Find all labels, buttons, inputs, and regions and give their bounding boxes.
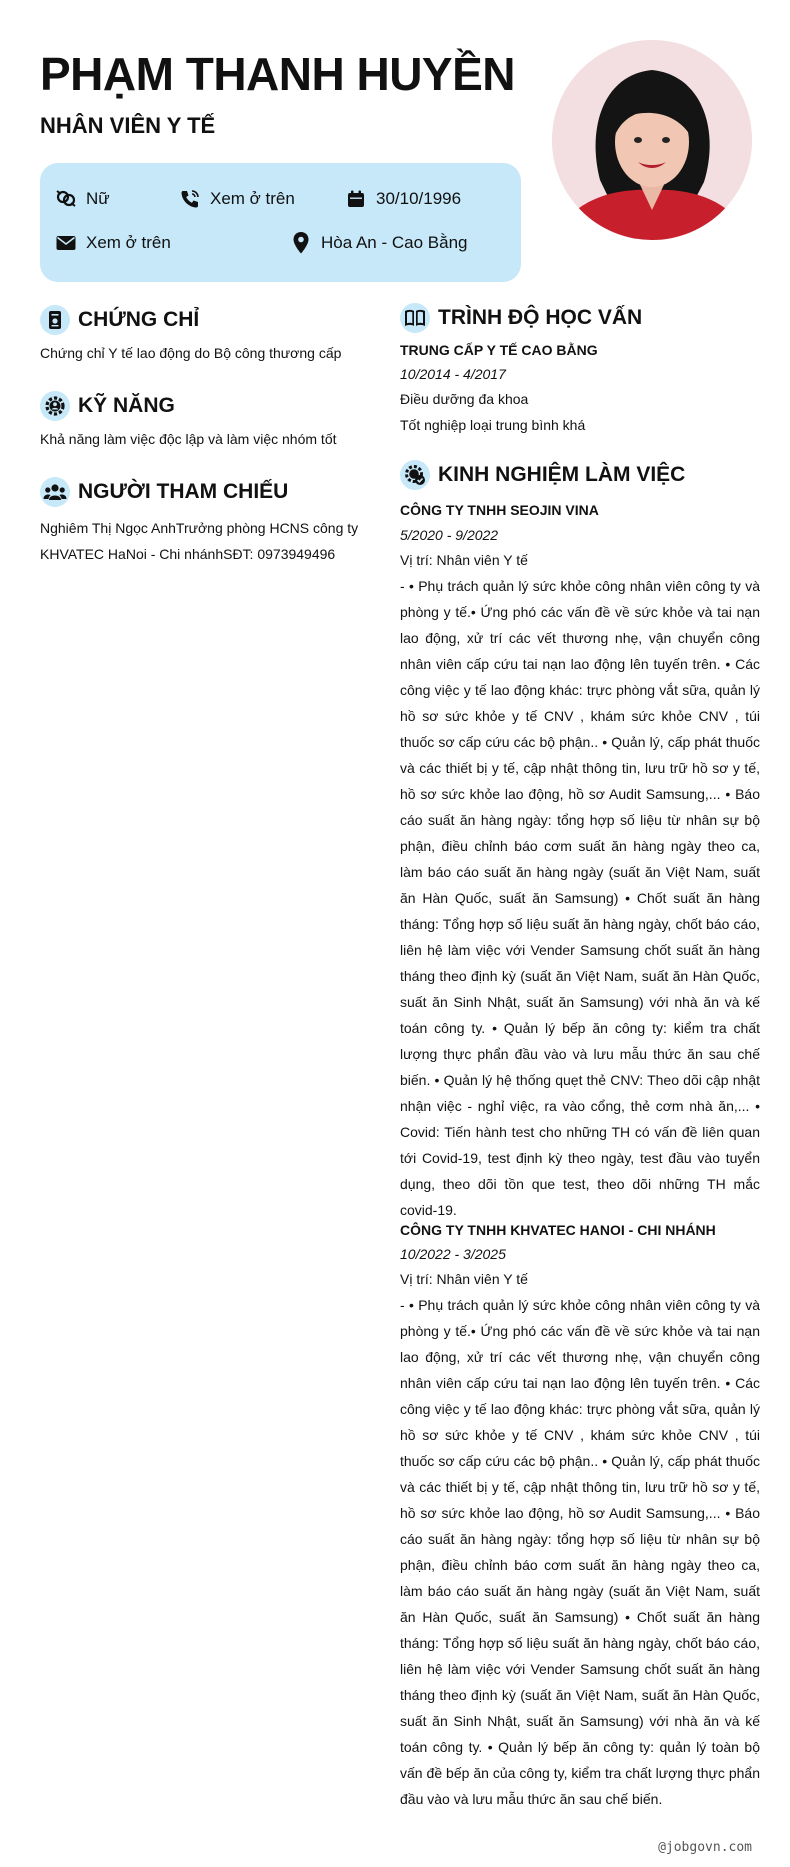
section-references-title — [40, 477, 288, 507]
section-skills-title — [40, 391, 175, 421]
phone-info — [178, 188, 295, 210]
gear-check-icon — [400, 460, 430, 490]
section-certificates-title — [40, 305, 199, 335]
book-icon — [400, 303, 430, 333]
address-value: Hòa An - Cao Bằng — [321, 233, 468, 252]
portrait-image — [552, 40, 752, 240]
education-school: TRUNG CẤP Y TẾ CAO BẰNG — [400, 342, 598, 358]
certificate-text: Chứng chỉ Y tế lao động do Bộ công thương cấp — [40, 345, 342, 361]
job-1-position: Vị trí: Nhân viên Y tế — [400, 552, 528, 568]
gear-user-icon — [40, 391, 70, 421]
job-1-description: - • Phụ trách quản lý sức khỏe công nhân viên công ty và phòng y tế.• Ứng phó các vấn đề về sức khỏe và tai nạn lao động, xử trí các vết thương nhẹ, vận chuyển công nhân viên cấp cứu tai nạn lao động lên tuyến trên. • Các công việc y tế lao động khác: trực phòng vắt sữa, quản lý hồ sơ sức khỏe y tế CNV , khám sức khỏe CNV , túi thuốc sơ cấp cứu các bộ phận.. • Quản lý, cấp phát thuốc và các thiết bị y tế, cập nhật thông tin, lưu trữ hồ sơ y tế, hồ sơ sức khỏe lao động, hồ sơ Audit Samsung,... • Báo cáo suất ăn hàng ngày: tổng hợp số liệu từ nhân sự bộ phận, điều chỉnh báo cơm suất ăn hàng ngày theo ca, làm báo cáo suất ăn hàng ngày (suất ăn Việt Nam, suất ăn Hàn Quốc, suất ăn Samsung) • Chốt suất ăn hàng tháng: Tổng hợp số liệu suất ăn hàng ngày, chốt báo cáo, liên hệ làm việc với Vender Samsung chốt suất ăn hàng tháng theo định kỳ (suất ăn Việt Nam, suất ăn Hàn Quốc, suất ăn Sinh Nhật, suất ăn Samsung) với nhà ăn và kế toán công ty. • Quản lý bếp ăn công ty: kiểm tra chất lượng thực phẩn đầu vào và lưu mẫu thức ăn sau chế biến. • Quản lý hệ thống quẹt thẻ CNV: Theo dõi cập nhật nhận việc - nghỉ việc, ra vào cổng, thẻ cơm nhà ăn,... • Covid: Tiến hành test cho những TH có vấn đề liên quan tới Covid-19, test định kỳ theo ngày, test đầu vào tuyển dụng, theo dõi tồn que test, theo dõi những TH mắc covid-19. — [400, 578, 760, 1218]
job-2-position: Vị trí: Nhân viên Y tế — [400, 1271, 528, 1287]
section-experience-label: KINH NGHIỆM LÀM VIỆC — [438, 463, 686, 486]
education-result: Tốt nghiệp loại trung bình khá — [400, 417, 586, 433]
gender-icon — [54, 188, 78, 210]
job-2-period: 10/2022 - 3/2025 — [400, 1246, 506, 1262]
envelope-icon — [54, 232, 78, 254]
job-2-description: - • Phụ trách quản lý sức khỏe công nhân viên công ty và phòng y tế.• Ứng phó các vấn đề về sức khỏe và tai nạn lao động, xử trí các vết thương nhẹ, vận chuyển công nhân viên cấp cứu tai nạn lao động lên tuyến trên. • Các công việc y tế lao động khác: trực phòng vắt sữa, quản lý hồ sơ sức khỏe y tế CNV , khám sức khỏe CNV , túi thuốc sơ cấp cứu các bộ phận.. • Quản lý, cấp phát thuốc và các thiết bị y tế, cập nhật thông tin, lưu trữ hồ sơ y tế, hồ sơ sức khỏe lao động, hồ sơ Audit Samsung,... • Báo cáo suất ăn hàng ngày: tổng hợp số liệu từ nhân sự bộ phận, điều chỉnh báo cơm suất ăn hàng ngày theo ca, làm báo cáo suất ăn hàng ngày (suất ăn Việt Nam, suất ăn Hàn Quốc, suất ăn Samsung) • Chốt suất ăn hàng tháng: Tổng hợp số liệu suất ăn hàng ngày, chốt báo cáo, liên hệ làm việc với Vender Samsung chốt suất ăn hàng tháng theo định kỳ (suất ăn Việt Nam, suất ăn Hàn Quốc, suất ăn Sinh Nhật, suất ăn Samsung) với nhà ăn và kế toán công ty. • Quản lý bếp ăn công ty: quản lý toàn bộ vấn đề bếp ăn của công ty, kiểm tra chất lượng thực phẩn đầu vào và lưu mẫu thức ăn sau chế biến. — [400, 1297, 760, 1807]
section-experience-title — [400, 460, 685, 490]
education-period: 10/2014 - 4/2017 — [400, 366, 506, 382]
gender-info — [54, 188, 110, 210]
job-1-period: 5/2020 - 9/2022 — [400, 527, 499, 543]
certificate-icon — [40, 305, 70, 335]
contact-info-box — [40, 163, 521, 282]
location-pin-icon — [289, 232, 313, 254]
address-info — [289, 232, 467, 254]
skills-text: Khả năng làm việc độc lập và làm việc nhóm tốt — [40, 431, 337, 447]
job-2-company: CÔNG TY TNHH KHVATEC HANOI - CHI NHÁNH — [400, 1222, 716, 1238]
watermark-text: @jobgovn.com — [658, 1840, 752, 1855]
email-value: Xem ở trên — [86, 233, 171, 252]
phone-value: Xem ở trên — [210, 189, 295, 208]
users-group-icon — [40, 477, 70, 507]
candidate-name: PHẠM THANH HUYỀN — [40, 48, 515, 100]
reference-line-1: Nghiêm Thị Ngọc AnhTrưởng phòng HCNS công ty — [40, 520, 359, 536]
phone-icon — [178, 188, 202, 210]
job-title: NHÂN VIÊN Y TẾ — [40, 113, 216, 138]
gender-value: Nữ — [86, 189, 110, 208]
dob-value: 30/10/1996 — [376, 189, 462, 208]
email-info — [54, 232, 171, 254]
avatar — [552, 40, 752, 240]
section-education-title — [400, 303, 642, 333]
education-major: Điều dưỡng đa khoa — [400, 391, 529, 407]
reference-line-2: KHVATEC HaNoi - Chi nhánhSĐT: 0973949496 — [40, 546, 336, 562]
dob-info — [344, 188, 461, 210]
section-skills-label: KỸ NĂNG — [78, 394, 175, 417]
section-education-label: TRÌNH ĐỘ HỌC VẤN — [438, 306, 643, 329]
calendar-icon — [344, 188, 368, 210]
section-certificates-label: CHỨNG CHỈ — [78, 308, 200, 331]
job-1-company: CÔNG TY TNHH SEOJIN VINA — [400, 502, 599, 518]
section-references-label: NGƯỜI THAM CHIẾU — [78, 480, 289, 503]
